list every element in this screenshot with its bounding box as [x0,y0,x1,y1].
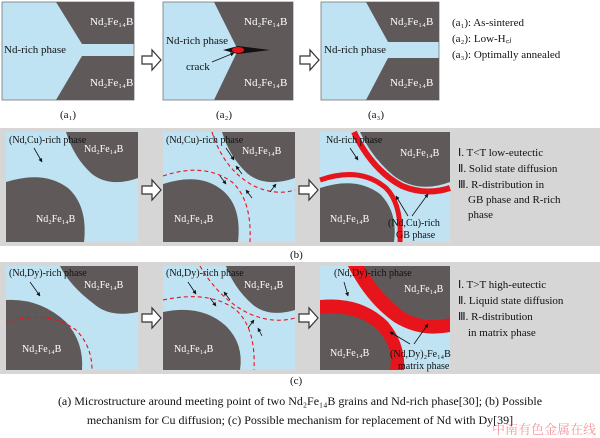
matrix-label-1-c3: (Nd,Dy)₂Fe₁₄B [390,349,451,360]
legend-a [452,17,561,61]
grain-bottom-label-a3: Nd₂Fe₁₄B [390,77,434,89]
grain-bottom-label-b2: Nd₂Fe₁₄B [174,214,214,225]
figure-caption-line2: mechanism for Cu diffusion; (c) Possible mechanism for replacement of Nd with Dy[39] [86,413,514,427]
crack-label: crack [186,61,210,73]
caption-a1: (a₁) [60,109,77,121]
phase-label-a1: Nd-rich phase [4,44,67,56]
note-c-4: in matrix phase [468,327,536,339]
legend-a2: (a₂): Low-H꜀ⱼ [452,33,512,45]
grain-top-label-b3: Nd₂Fe₁₄B [400,148,440,159]
gb-label-1-b3: (Nd,Cu)-rich [388,218,440,229]
panel-b3 [320,132,450,242]
grain-bottom-label-b3: Nd₂Fe₁₄B [330,214,370,225]
grain-top-label-a1: Nd₂Fe₁₄B [90,16,134,28]
panel-b2 [163,132,295,242]
grain-bottom-label-a2: Nd₂Fe₁₄B [244,77,288,89]
grain-bottom-label-c3: Nd₂Fe₁₄B [330,348,370,359]
legend-a1: (a₁): As-sintered [452,17,524,29]
grain-bottom-label-c1: Nd₂Fe₁₄B [22,344,62,355]
panel-c2 [163,266,295,370]
grain-top-label-a2: Nd₂Fe₁₄B [244,16,288,28]
caption-b: (b) [290,249,303,261]
caption-c: (c) [290,375,303,387]
note-b-2: Ⅱ. Solid state diffusion [458,163,558,175]
phase-label-c3: (Nd,Dy)-rich phase [334,268,412,279]
grain-bottom-label-b1: Nd₂Fe₁₄B [36,214,76,225]
note-b-1: Ⅰ. T<T low-eutectic [458,147,544,159]
phase-label-c2: (Nd,Dy)-rich phase [166,268,244,279]
matrix-label-2-c3: matrix phase [398,361,450,372]
caption-a3: (a₃) [368,109,385,121]
grain-top-label-c1: Nd₂Fe₁₄B [84,280,124,291]
grain-bottom-label-c2: Nd₂Fe₁₄B [174,344,214,355]
arrow-a2-a3 [300,50,319,70]
grain-top-label-b1: Nd₂Fe₁₄B [84,144,124,155]
grain-top-label-b2: Nd₂Fe₁₄B [242,146,282,157]
note-b-3: Ⅲ. R-distribution in [458,179,545,191]
phase-label-b3: Nd-rich phase [326,135,383,146]
grain-top-label-a3: Nd₂Fe₁₄B [390,16,434,28]
grain-bottom-label-a1: Nd₂Fe₁₄B [90,77,134,89]
phase-label-b1: (Nd,Cu)-rich phase [9,135,87,146]
note-b-5: phase [468,209,494,221]
watermark: 中南有色金属在线 [491,423,596,438]
caption-a2: (a₂) [216,109,233,121]
crack-highlight [232,47,244,53]
panel-b1 [6,132,138,242]
figure-caption-line1: (a) Microstructure around meeting point of two Nd₂Fe₁₄B grains and Nd-rich phase[30]; (b) Possible [57,394,543,408]
phase-label-b2: (Nd,Cu)-rich phase [166,135,244,146]
phase-label-a2: Nd-rich phase [166,35,229,47]
note-c-3: Ⅲ. R-distribution [458,311,533,323]
panel-c3 [320,266,451,372]
note-b-4: GB phase and R-rich [468,194,561,206]
panel-a1 [2,2,134,100]
grain-top-label-c2: Nd₂Fe₁₄B [244,280,284,291]
grain-top-label-c3: Nd₂Fe₁₄B [404,284,444,295]
phase-label-a3: Nd-rich phase [324,44,387,56]
panel-a3 [321,2,439,100]
arrow-a1-a2 [142,50,161,70]
panel-c1 [6,266,138,370]
note-c-1: Ⅰ. T>T high-eutectic [458,279,547,291]
legend-a3: (a₃): Optimally annealed [452,49,561,61]
phase-label-c1: (Nd,Dy)-rich phase [9,268,87,279]
gb-label-2-b3: GB phase [396,230,436,241]
panel-a2 [163,2,293,100]
note-c-2: Ⅱ. Liquid state diffusion [458,295,564,307]
